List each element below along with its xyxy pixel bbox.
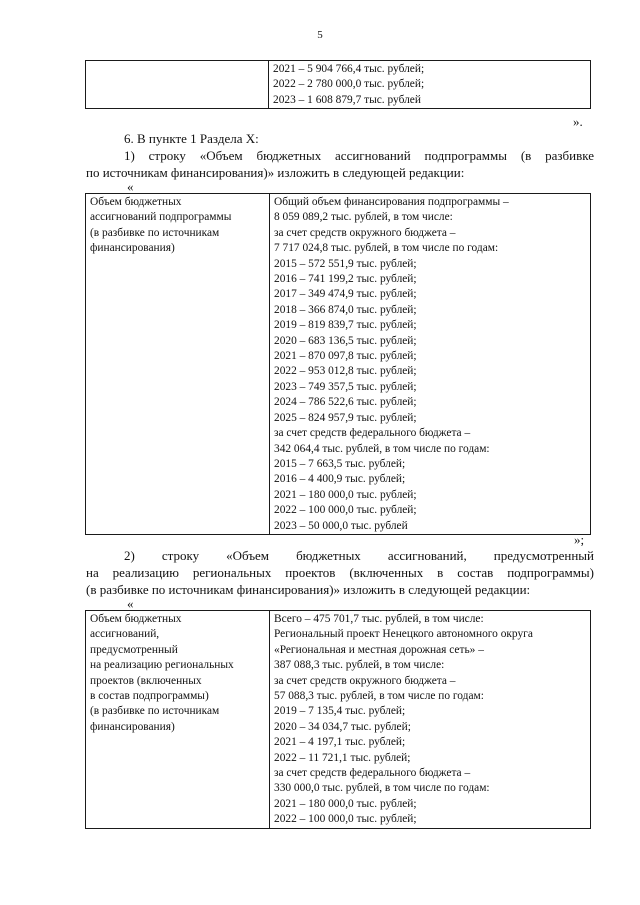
table-cell-label: [86, 194, 270, 535]
value-line: 2019 – 819 839,7 тыс. рублей;: [274, 319, 417, 332]
closing-quote: ».: [573, 114, 583, 129]
subprogram-funding-table: [85, 193, 591, 535]
item-heading: 6. В пункте 1 Раздела X:: [124, 131, 259, 146]
label-line: финансирования): [90, 242, 175, 255]
value-line: 2023 – 749 357,5 тыс. рублей;: [274, 380, 417, 393]
label-line: предусмотренный: [90, 643, 178, 656]
opening-quote: «: [127, 596, 134, 611]
value-line: 2020 – 683 136,5 тыс. рублей;: [274, 334, 417, 347]
regional-projects-funding-table: [85, 610, 591, 829]
table-cell-values: [270, 611, 591, 829]
value-line: 2016 – 4 400,9 тыс. рублей;: [274, 473, 406, 486]
value-line: 2015 – 572 551,9 тыс. рублей;: [274, 257, 417, 270]
table-row: [86, 194, 591, 535]
value-line: 2019 – 7 135,4 тыс. рублей;: [274, 705, 406, 718]
value-line: 330 000,0 тыс. рублей, в том числе по годам:: [274, 782, 490, 795]
label-line: Объем бюджетных: [90, 613, 182, 625]
table-cell-label: [86, 611, 270, 829]
value-line: 2021 – 4 197,1 тыс. рублей;: [274, 736, 406, 749]
label-line: финансирования): [90, 720, 175, 733]
value-line: 2020 – 34 034,7 тыс. рублей;: [274, 720, 411, 733]
value-line: 2025 – 824 957,9 тыс. рублей;: [274, 411, 417, 424]
value-line: 2023 – 50 000,0 тыс. рублей: [274, 519, 408, 532]
value-line: «Региональная и местная дорожная сеть» –: [274, 643, 484, 656]
value-line: 342 064,4 тыс. рублей, в том числе по годам:: [274, 442, 490, 455]
value-line: 2022 – 11 721,1 тыс. рублей;: [274, 751, 411, 764]
label-line: ассигнований,: [90, 628, 160, 641]
page-number: 5: [317, 29, 323, 41]
value-line: 2021 – 180 000,0 тыс. рублей;: [274, 488, 417, 501]
value-line: Общий объем финансирования подпрограммы –: [274, 196, 509, 208]
table-row: [86, 611, 591, 829]
label-line: Объем бюджетных: [90, 196, 182, 208]
value-line: 2022 – 2 780 000,0 тыс. рублей;: [273, 78, 425, 91]
label-line: (в разбивке по источникам: [90, 705, 220, 718]
value-line: 2017 – 349 474,9 тыс. рублей;: [274, 288, 417, 301]
paragraph-line: на реализацию региональных проектов (включенных в состав подпрограммы): [86, 565, 594, 580]
value-line: 2021 – 5 904 766,4 тыс. рублей;: [273, 63, 425, 75]
value-line: 2021 – 870 097,8 тыс. рублей;: [274, 350, 417, 363]
value-line: 8 059 089,2 тыс. рублей, в том числе:: [274, 211, 453, 224]
label-line: в состав подпрограммы): [90, 690, 209, 703]
value-line: 2016 – 741 199,2 тыс. рублей;: [274, 273, 417, 286]
value-line: 2022 – 953 012,8 тыс. рублей;: [274, 365, 417, 378]
value-line: за счет средств окружного бюджета –: [274, 674, 456, 687]
value-line: 2021 – 180 000,0 тыс. рублей;: [274, 797, 417, 810]
table-cell-values: [270, 194, 591, 535]
table-cell-label: [86, 61, 269, 109]
value-line: 2015 – 7 663,5 тыс. рублей;: [274, 457, 406, 470]
value-line: 57 088,3 тыс. рублей, в том числе по годам:: [274, 690, 484, 703]
funding-table-continued: [85, 60, 591, 109]
closing-quote: »;: [574, 532, 585, 547]
value-line: Региональный проект Ненецкого автономного округа: [274, 628, 533, 641]
value-line: 2022 – 100 000,0 тыс. рублей;: [274, 813, 417, 826]
value-line: 2023 – 1 608 879,7 тыс. рублей: [273, 93, 421, 106]
paragraph-line: 1) строку «Объем бюджетных ассигнований подпрограммы (в разбивке: [124, 148, 594, 163]
value-line: 387 088,3 тыс. рублей, в том числе:: [274, 659, 445, 672]
value-line: за счет средств федерального бюджета –: [274, 427, 471, 440]
opening-quote: «: [127, 179, 134, 194]
table-row: [86, 61, 591, 109]
value-line: 7 717 024,8 тыс. рублей, в том числе по годам:: [274, 242, 499, 255]
paragraph-line: (в разбивке по источникам финансирования)» изложить в следующей редакции:: [86, 582, 531, 597]
value-line: 2022 – 100 000,0 тыс. рублей;: [274, 504, 417, 517]
label-line: на реализацию региональных: [90, 659, 234, 672]
value-line: за счет средств окружного бюджета –: [274, 226, 456, 239]
label-line: (в разбивке по источникам: [90, 226, 220, 239]
label-line: проектов (включенных: [90, 674, 202, 687]
table-cell-values: [269, 61, 591, 109]
paragraph-line: 2) строку «Объем бюджетных ассигнований, предусмотренный: [124, 548, 594, 563]
value-line: 2024 – 786 522,6 тыс. рублей;: [274, 396, 417, 409]
paragraph-line: по источникам финансирования)» изложить в следующей редакции:: [86, 165, 465, 180]
value-line: Всего – 475 701,7 тыс. рублей, в том числе:: [274, 613, 484, 625]
value-line: за счет средств федерального бюджета –: [274, 767, 471, 780]
value-line: 2018 – 366 874,0 тыс. рублей;: [274, 303, 417, 316]
label-line: ассигнований подпрограммы: [90, 211, 232, 224]
